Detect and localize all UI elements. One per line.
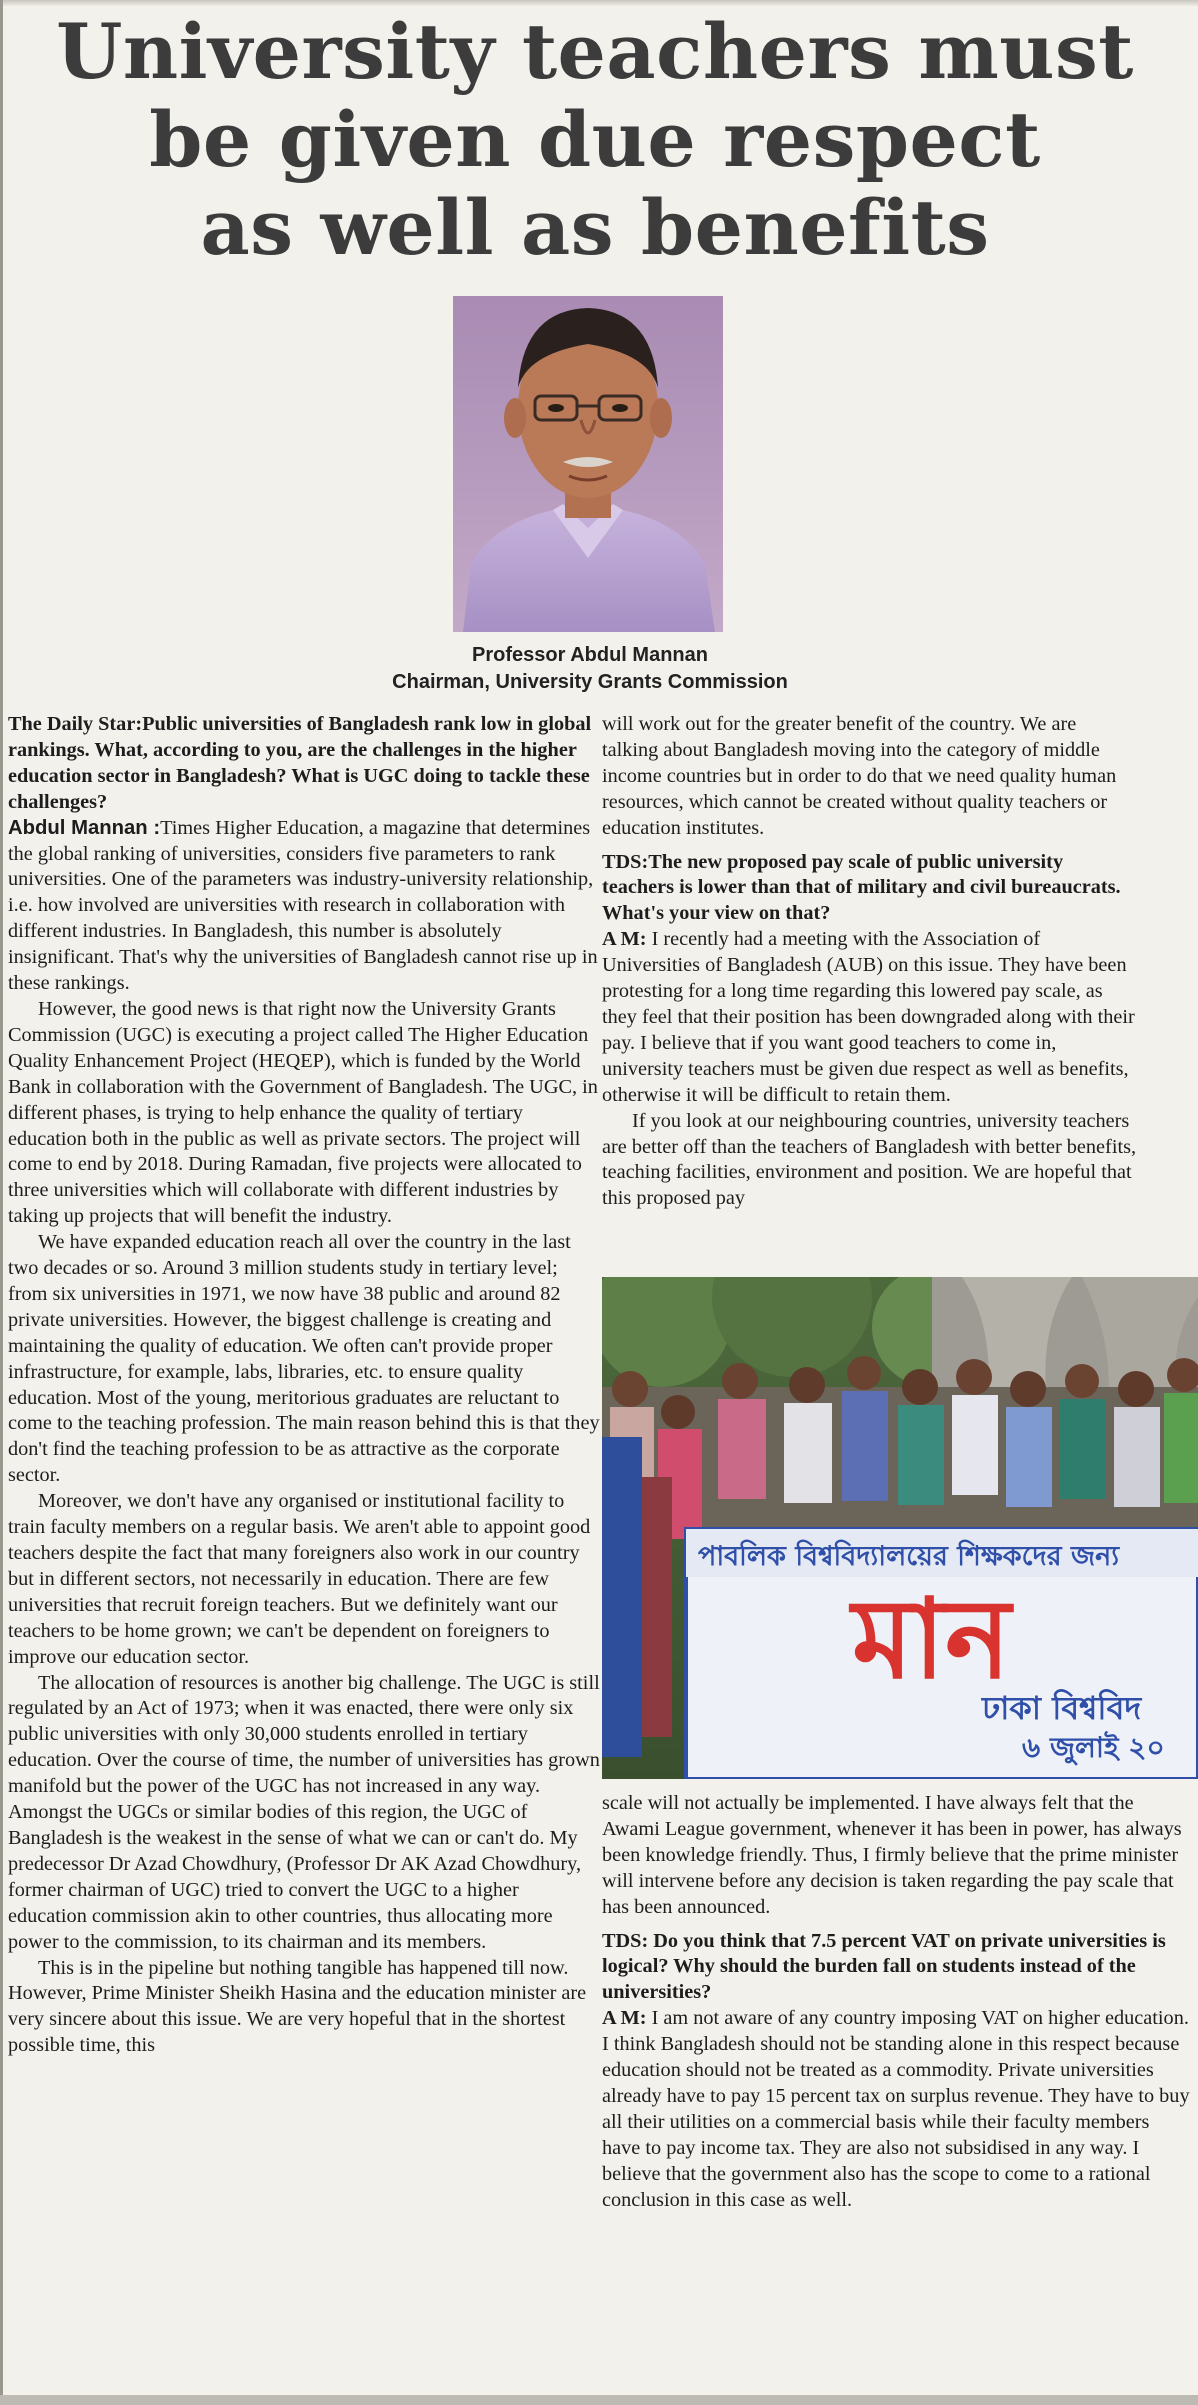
page-top-strip	[0, 0, 1198, 6]
answer-1-paragraph-3: We have expanded education reach all over the country in the last two decades or so. Around 3 million students study in tertiary level; from six universities in 1971, we now have 38 public and around 82 private universities. However, the biggest challenge is creating and maintaining the quality of education. We often can't provide proper infrastructure, for example, labs, libraries, etc. to ensure quality education. Most of the young, meritorious graduates are reluctant to come to the teaching profession. The main reason behind this is that they don't find the teaching profession to be as attractive as the corporate sector.	[8, 1231, 600, 1487]
question-2: TDS:The new proposed pay scale of public university teachers is lower than that of military and civil bureaucrats. What's your view on that?	[602, 850, 1121, 925]
headline-line-1: University teachers must	[56, 7, 1134, 96]
column-right-top	[602, 712, 1137, 1212]
banner-main-text: মান	[852, 1575, 1011, 1703]
question-3: TDS: Do you think that 7.5 percent VAT on private universities is logical? Why should the burden fall on students instead of the universities?	[602, 1929, 1166, 2004]
protest-illustration	[602, 1277, 1198, 1779]
answer-1-paragraph-2: However, the good news is that right now the University Grants Commission (UGC) is executing a project called The Higher Education Quality Enhancement Project (HEQEP), which is funded by the World Bank in collaboration with the Government of Bangladesh. The UGC, in different phases, is trying to help enhance the quality of tertiary education both in the public as well as private sectors. The project will come to end by 2018. During Ramadan, five projects were allocated to three universities which will collaborate with different industries by taking up projects that will benefit the industry.	[8, 997, 598, 1228]
answer-speaker: Abdul Mannan :	[8, 816, 161, 839]
answer-1-paragraph-4: Moreover, we don't have any organised or institutional facility to train faculty members on a regular basis. We aren't able to appoint good teachers despite the fact that many foreigners also work in our country but in different sectors, not necessarily in education. There are few universities that recruit foreign teachers. But we definitely want our teachers to be home grown; we can't be dependent on foreigners to improve our education sector.	[8, 1490, 591, 1668]
portrait-caption	[330, 642, 850, 696]
answer-1-intro	[8, 816, 600, 997]
question-1: The Daily Star:Public universities of Bangladesh rank low in global rankings. What, according to you, are the challenges in the higher education sector in Bangladesh? What is UGC doing to tackle these challenges?	[8, 713, 592, 813]
answer-1-paragraph-6: This is in the pipeline but nothing tangible has happened till now. However, Prime Minister Sheikh Hasina and the education minister are very sincere about this issue. We are very hopeful that in the shortest possible time, this	[8, 1956, 587, 2057]
answer-3-paragraph-1: I am not aware of any country imposing VAT on higher education. I think Bangladesh should not be standing alone in this respect because education should not be treated as a commodity. Private universities already have to pay 15 percent tax on surplus revenue. They have to buy all their utilities on a commercial basis while their faculty members have to pay income tax. They are also not subsidised in any way. I believe that the government also has the scope to come to a rational conclusion in this case as well.	[602, 2007, 1190, 2211]
column-left	[8, 712, 600, 2059]
answer-1-paragraph-5: The allocation of resources is another big challenge. The UGC is still regulated by an Act of 1973; when it was enacted, there were only six public universities with only 30,000 students enrolled in tertiary education. Over the course of time, the number of universities has grown manifold but the power of the UGC has not increased in any way. Amongst the UGCs or similar bodies of this region, the UGC of Bangladesh is the weakest in the sense of what we can or can't do. My predecessor Dr Azad Chowdhury, (Professor Dr AK Azad Chowdhury, former chairman of UGC) tried to convert the UGC to a higher education commission akin to other countries, thus allocating more power to the commission, to its chairman and its members.	[8, 1671, 600, 1953]
column-right-bottom	[602, 1791, 1192, 2214]
banner-university-text: ঢাকা বিশ্ববিদ	[982, 1689, 1142, 1727]
portrait-photo	[453, 296, 723, 632]
column-rule	[0, 0, 3, 2405]
caption-name: Professor Abdul Mannan	[472, 644, 708, 666]
caption-designation: Chairman, University Grants Commission	[392, 671, 788, 693]
answer-1-continued: will work out for the greater benefit of the country. We are talking about Bangladesh moving into the category of middle income countries but in order to do that we need quality human resources, which cannot be created without quality teachers or education institutes.	[602, 713, 1117, 839]
answer-3-speaker: A M:	[602, 2007, 647, 2030]
banner-top-text: পাবলিক বিশ্ববিদ্যালয়ের শিক্ষকদের জন্য	[698, 1541, 1120, 1572]
answer-2-paragraph-1: I recently had a meeting with the Association of Universities of Bangladesh (AUB) on this issue. They have been protesting for a long time regarding this lowered pay scale, as they feel that their position has been downgraded along with their pay. I believe that if you want good teachers to come in, university teachers must be given due respect as well as benefits, otherwise it will be difficult to retain them.	[602, 928, 1135, 1106]
answer-2-intro	[602, 927, 1137, 1108]
protest-banner	[686, 1529, 1198, 1779]
answer-1-paragraph-1: Times Higher Education, a magazine that determines the global ranking of universities, considers five parameters to rank universities. One of the parameters was industry-university relationship, i.e. how involved are universities with research in collaboration with different industries. In Bangladesh, this number is absolutely insignificant. That's why the universities of Bangladesh cannot rise up in these rankings.	[8, 816, 598, 995]
portrait-illustration	[453, 296, 723, 632]
protest-photo	[602, 1277, 1198, 1779]
answer-2-speaker: A M:	[602, 928, 647, 951]
answer-2-continued: scale will not actually be implemented. I have always felt that the Awami League government, whenever it has been in power, has always been knowledge friendly. Thus, I firmly believe that the prime minister will intervene before any decision is taken regarding the pay scale that has been announced.	[602, 1792, 1182, 1918]
page-bottom-rule	[0, 2395, 1198, 2405]
headline-line-2: be given due respect	[149, 95, 1041, 184]
headline	[40, 8, 1150, 272]
banner-date-text: ৬ জুলাই ২০	[1022, 1731, 1165, 1764]
answer-3-intro	[602, 2006, 1192, 2213]
answer-2-paragraph-2: If you look at our neighbouring countries, university teachers are better off than the teachers of Bangladesh with better benefits, teaching facilities, environment and position. We are hopeful that this proposed pay	[602, 1109, 1137, 1210]
headline-line-3: as well as benefits	[200, 183, 990, 272]
